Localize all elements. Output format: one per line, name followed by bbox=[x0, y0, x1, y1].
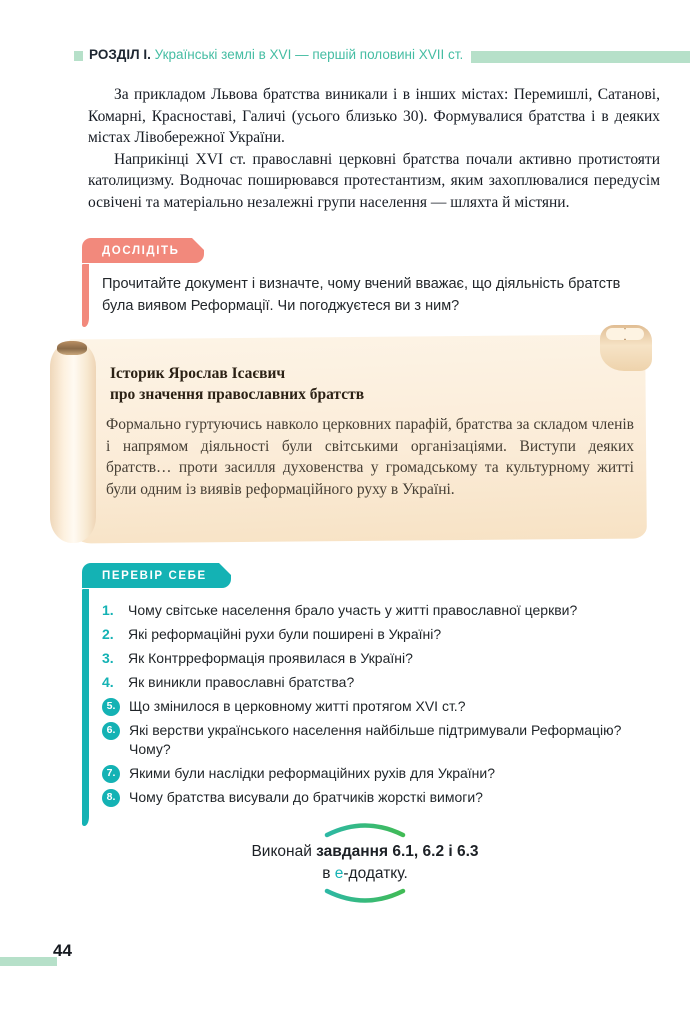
question-item bbox=[102, 673, 660, 692]
scroll-left-roll bbox=[50, 341, 96, 543]
arc-bottom-decoration bbox=[322, 888, 408, 908]
etask-line1 bbox=[225, 843, 505, 861]
quote-title bbox=[110, 363, 610, 405]
etask-line2 bbox=[225, 865, 505, 883]
etask-footer bbox=[225, 818, 505, 908]
etask-line2-suffix: -додатку. bbox=[343, 865, 408, 882]
body-paragraphs bbox=[88, 84, 660, 213]
etask-assignments: завдання 6.1, 6.2 і 6.3 bbox=[316, 843, 479, 860]
page-number: 44 bbox=[53, 941, 72, 960]
question-number: 7. bbox=[102, 765, 120, 783]
chapter-header-text bbox=[89, 47, 463, 62]
etask-e-letter: е bbox=[334, 865, 344, 882]
question-text: Чому братства висували до братчиків жорсткі вимоги? bbox=[129, 789, 483, 805]
question-text: Що змінилося в церковному житті протягом XVI ст.? bbox=[129, 698, 466, 714]
question-text: Якими були наслідки реформаційних рухів для України? bbox=[129, 765, 496, 781]
header-accent-bar bbox=[471, 51, 690, 63]
research-task-block bbox=[82, 238, 660, 327]
quote-title-line1: Історик Ярослав Ісаєвич bbox=[110, 365, 286, 382]
question-item bbox=[102, 649, 660, 668]
question-number: 8. bbox=[102, 789, 120, 807]
question-number: 3. bbox=[102, 650, 114, 666]
question-item bbox=[102, 625, 660, 644]
question-number: 5. bbox=[102, 698, 120, 716]
question-item bbox=[102, 601, 660, 620]
paragraph: Наприкінці XVI ст. православні церковні братства почали активно протистояти католицизму. Водночас поширювався протестантизм, яким захоплювалися передусім освічені та матеріально незалежні групи населення — шляхта й містяни. bbox=[88, 150, 660, 211]
page-number-bar bbox=[0, 957, 57, 966]
question-number: 2. bbox=[102, 626, 114, 642]
question-number: 4. bbox=[102, 674, 114, 690]
questions-list bbox=[82, 601, 667, 807]
header-accent-square bbox=[74, 51, 83, 61]
question-item bbox=[102, 788, 660, 807]
question-number: 6. bbox=[102, 722, 120, 740]
chapter-label: РОЗДІЛ I. bbox=[89, 47, 151, 62]
check-yourself-badge: ПЕРЕВІР СЕБЕ bbox=[82, 563, 231, 588]
arc-top-decoration bbox=[322, 818, 408, 838]
question-text: Які реформаційні рухи були поширені в Україні? bbox=[128, 626, 442, 642]
check-yourself-block bbox=[82, 563, 667, 826]
question-text: Як Контрреформація проявилася в Україні? bbox=[128, 650, 413, 666]
research-task-text: Прочитайте документ і визначте, чому вчений вважає, що діяльність братств була виявом Реформації. Чи погоджуєтеся ви з ним? bbox=[102, 276, 621, 314]
question-item bbox=[102, 721, 660, 759]
scroll-graphic bbox=[42, 325, 654, 553]
etask-prefix: Виконай bbox=[251, 843, 317, 860]
question-text: Як виникли православні братства? bbox=[128, 674, 355, 690]
research-side-strip bbox=[82, 264, 89, 327]
research-badge: ДОСЛІДІТЬ bbox=[82, 238, 204, 263]
question-text: Чому світське населення брало участь у житті православної церкви? bbox=[128, 602, 578, 618]
chapter-title: Українські землі в XVI — першій половині XVII ст. bbox=[150, 47, 464, 62]
quote-title-line2: про значення православних братств bbox=[110, 386, 365, 403]
question-item bbox=[102, 764, 660, 783]
chapter-header bbox=[0, 46, 695, 70]
paragraph: За прикладом Львова братства виникали і в інших містах: Перемишлі, Сатанові, Комарні, Красноставі, Галичі (усього близько 30). Формувалися братства і в деяких містах Лівобережної України. bbox=[88, 86, 660, 146]
etask-line2-prefix: в bbox=[322, 865, 335, 882]
quote-text: Формально гуртуючись навколо церковних парафій, братства за складом членів і напрямом діяльності були світськими організаціями. Виступи деяких братств… проти засилля духовенства у громадському та культурному житті були одним із виявів реформаційного руху в Україні. bbox=[106, 416, 634, 498]
question-item bbox=[102, 697, 660, 716]
question-number: 1. bbox=[102, 602, 114, 618]
question-text: Які верстви українського населення найбільше підтримували Реформацію? Чому? bbox=[129, 722, 622, 757]
check-yourself-side-strip bbox=[82, 589, 89, 826]
